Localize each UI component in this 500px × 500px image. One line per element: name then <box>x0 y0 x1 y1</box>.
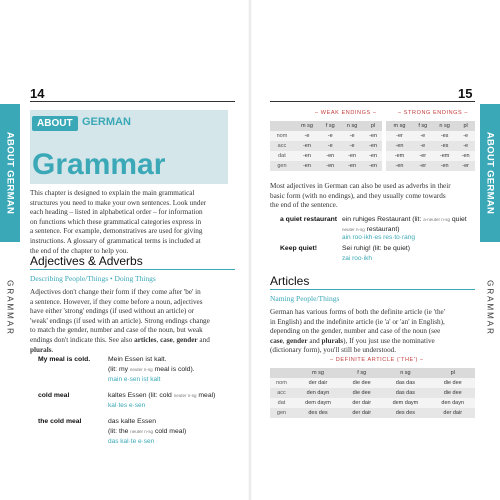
table-cell: acc <box>270 388 293 398</box>
table-cell: die dee <box>430 388 475 398</box>
table-cell: das das <box>380 378 430 388</box>
table-cell: -en <box>364 151 383 161</box>
table-cell: dem daym <box>380 398 430 408</box>
table-cell: den dayn <box>430 398 475 408</box>
table-cell: m sg <box>386 121 412 131</box>
table-cell: -er <box>413 161 433 171</box>
side-tab-label: ABOUT GERMAN <box>4 131 16 215</box>
table-cell: pl <box>456 121 475 131</box>
weak-endings-title: – WEAK ENDINGS – <box>315 110 377 116</box>
table-cell: -en <box>364 141 383 151</box>
table-row <box>270 378 475 388</box>
example-label: a quiet restaurant <box>280 216 338 223</box>
section-subheading: Naming People/Things <box>270 294 340 303</box>
table-cell: -en <box>340 161 363 171</box>
page-number-right: 15 <box>458 86 473 101</box>
table-cell: -es <box>433 131 456 141</box>
top-rule-right <box>270 101 475 102</box>
table-cell: das das <box>380 388 430 398</box>
example-german: das kalte Essen <box>108 418 156 425</box>
table-cell: acc <box>270 141 294 151</box>
table-cell: nom <box>270 378 293 388</box>
table-cell: -en <box>364 131 383 141</box>
table-row <box>270 141 475 151</box>
section-heading-articles: Articles <box>270 274 310 288</box>
side-tab-left <box>0 104 20 242</box>
intro-paragraph: This chapter is designed to explain the main grammatical structures you need to make your own sentences. Look under each heading – listed in alphabetical order – for information on functions which these grammatical categories express in a sentence. For example, demonstratives are used for giving instructions. A glossary of grammatical terms is included at the end of the chapter to help you. <box>30 189 207 255</box>
side-tab-sub-right <box>480 248 500 368</box>
table-cell: n sg <box>380 368 430 378</box>
strong-endings-title: – STRONG ENDINGS – <box>398 110 469 116</box>
page-title: Grammar <box>32 148 166 181</box>
table-cell: -en <box>456 151 475 161</box>
about-badge: ABOUT <box>32 116 78 131</box>
side-tab-sub-label: GRAMMAR <box>5 280 15 336</box>
table-cell: -en <box>320 151 340 161</box>
table-cell: m sg <box>293 368 343 378</box>
table-cell: -en <box>294 151 320 161</box>
table-cell: -em <box>386 151 412 161</box>
table-cell: -e <box>456 131 475 141</box>
definite-article-title: – DEFINITE ARTICLE ('THE') – <box>330 357 424 363</box>
articles-paragraph: German has various forms of both the definite article (ie 'the' in English) and the indefinite article (ie 'a' or 'an' in English), depending on the gender, number and case of the noun (see case, gender and plurals), If you just use the nominative (dictionary form), you'll still be understood. <box>270 308 446 355</box>
table-cell: -en <box>340 151 363 161</box>
table-cell: des des <box>380 408 430 418</box>
definite-article-table <box>270 368 475 418</box>
table-cell: -e <box>320 131 340 141</box>
section-rule <box>30 269 235 270</box>
table-cell: n sg <box>340 121 363 131</box>
table-row <box>270 408 475 418</box>
section-rule <box>270 289 475 290</box>
table-cell: dat <box>270 398 293 408</box>
table-cell: f sg <box>343 368 380 378</box>
table-header-row <box>270 368 475 378</box>
table-cell: -en <box>294 161 320 171</box>
table-cell: pl <box>364 121 383 131</box>
table-cell: die dee <box>343 378 380 388</box>
table-cell: pl <box>430 368 475 378</box>
side-tab-label: ABOUT GERMAN <box>484 131 496 215</box>
table-cell: -e <box>413 131 433 141</box>
section-heading-adjectives: Adjectives & Adverbs <box>30 254 143 268</box>
table-cell: -e <box>340 141 363 151</box>
table-cell: -es <box>433 141 456 151</box>
example-pronunciation: kal·tes e·sen <box>108 402 146 409</box>
example-pronunciation: ain roo·ikh·es res·to·rang <box>342 234 415 241</box>
right-page <box>250 0 500 500</box>
table-cell: des des <box>293 408 343 418</box>
table-cell: -e <box>413 141 433 151</box>
adverbs-paragraph: Most adjectives in German can also be used as adverbs in their basic form (with no endings), and they usually come towards the end of the sentence. <box>270 182 451 210</box>
table-cell: -en <box>386 161 412 171</box>
table-cell: dem daym <box>293 398 343 408</box>
table-cell: die dee <box>430 378 475 388</box>
table-cell: nom <box>270 131 294 141</box>
table-cell: -en <box>294 141 320 151</box>
example-pronunciation: das kal·te e·sen <box>108 438 155 445</box>
example-label: Keep quiet! <box>280 245 318 252</box>
table-row <box>270 161 475 171</box>
table-cell: -e <box>294 131 320 141</box>
table-cell: f sg <box>413 121 433 131</box>
book-gutter <box>248 0 252 500</box>
top-rule-left <box>30 101 235 102</box>
table-cell: der dair <box>430 408 475 418</box>
table-cell: m sg <box>294 121 320 131</box>
example-german: ein ruhiges Restaurant (lit: a-neuter n-sg quiet neuter n-sg restaurant) <box>342 216 467 233</box>
example-label: the cold meal <box>38 418 82 425</box>
side-tab-sub-left <box>0 248 20 368</box>
table-cell: -en <box>364 161 383 171</box>
table-row <box>270 131 475 141</box>
table-cell: -e <box>320 141 340 151</box>
table-cell: -er <box>456 161 475 171</box>
table-header-row <box>270 121 475 131</box>
example-literal: (lit: the neuter n-sg cold meal) <box>108 428 187 435</box>
table-cell: gen <box>270 408 293 418</box>
example-german: kaltes Essen (lit: cold neuter n-sg meal) <box>108 392 216 399</box>
table-cell: der dair <box>293 378 343 388</box>
table-row <box>270 388 475 398</box>
adjectives-paragraph: Adjectives don't change their form if they come after 'be' in a sentence. However, if they come before a noun, adjectives have either 'strong' endings (if used without an article) or 'weak' endings (if used with an article). Strong endings change to match the gender, number and case of the noun, but weak endings don't indicate this. See also articles, case, gender and plurals. <box>30 288 210 354</box>
table-cell: dat <box>270 151 294 161</box>
section-subheading: Describing People/Things • Doing Things <box>30 274 156 283</box>
example-label: cold meal <box>38 392 70 399</box>
table-cell: den dayn <box>293 388 343 398</box>
side-tab-right <box>480 104 500 242</box>
table-cell: -er <box>413 151 433 161</box>
example-german: Mein Essen ist kalt. <box>108 356 167 363</box>
about-word: GERMAN <box>82 116 131 128</box>
example-pronunciation: main e·sen ist kalt <box>108 376 161 383</box>
table-cell: der dair <box>343 398 380 408</box>
table-cell: der dair <box>343 408 380 418</box>
table-cell <box>270 121 294 131</box>
table-row <box>270 151 475 161</box>
table-row <box>270 398 475 408</box>
table-cell: n sg <box>433 121 456 131</box>
example-label: My meal is cold. <box>38 356 91 363</box>
table-cell: gen <box>270 161 294 171</box>
table-cell: die dee <box>343 388 380 398</box>
side-tab-sub-label: GRAMMAR <box>485 280 495 336</box>
example-literal: (lit: my neuter n-sg meal is cold). <box>108 366 195 373</box>
table-cell: -er <box>386 131 412 141</box>
table-cell: -en <box>386 141 412 151</box>
table-cell: -en <box>433 161 456 171</box>
table-cell: -en <box>320 161 340 171</box>
example-german: Sei ruhig! (lit: be quiet) <box>342 245 411 252</box>
table-cell: -em <box>433 151 456 161</box>
table-cell <box>270 368 293 378</box>
table-cell: f sg <box>320 121 340 131</box>
page-number-left: 14 <box>30 86 45 101</box>
endings-table <box>270 121 475 171</box>
example-pronunciation: zai roo·ikh <box>342 255 372 262</box>
table-cell: -e <box>456 141 475 151</box>
table-cell: -e <box>340 131 363 141</box>
